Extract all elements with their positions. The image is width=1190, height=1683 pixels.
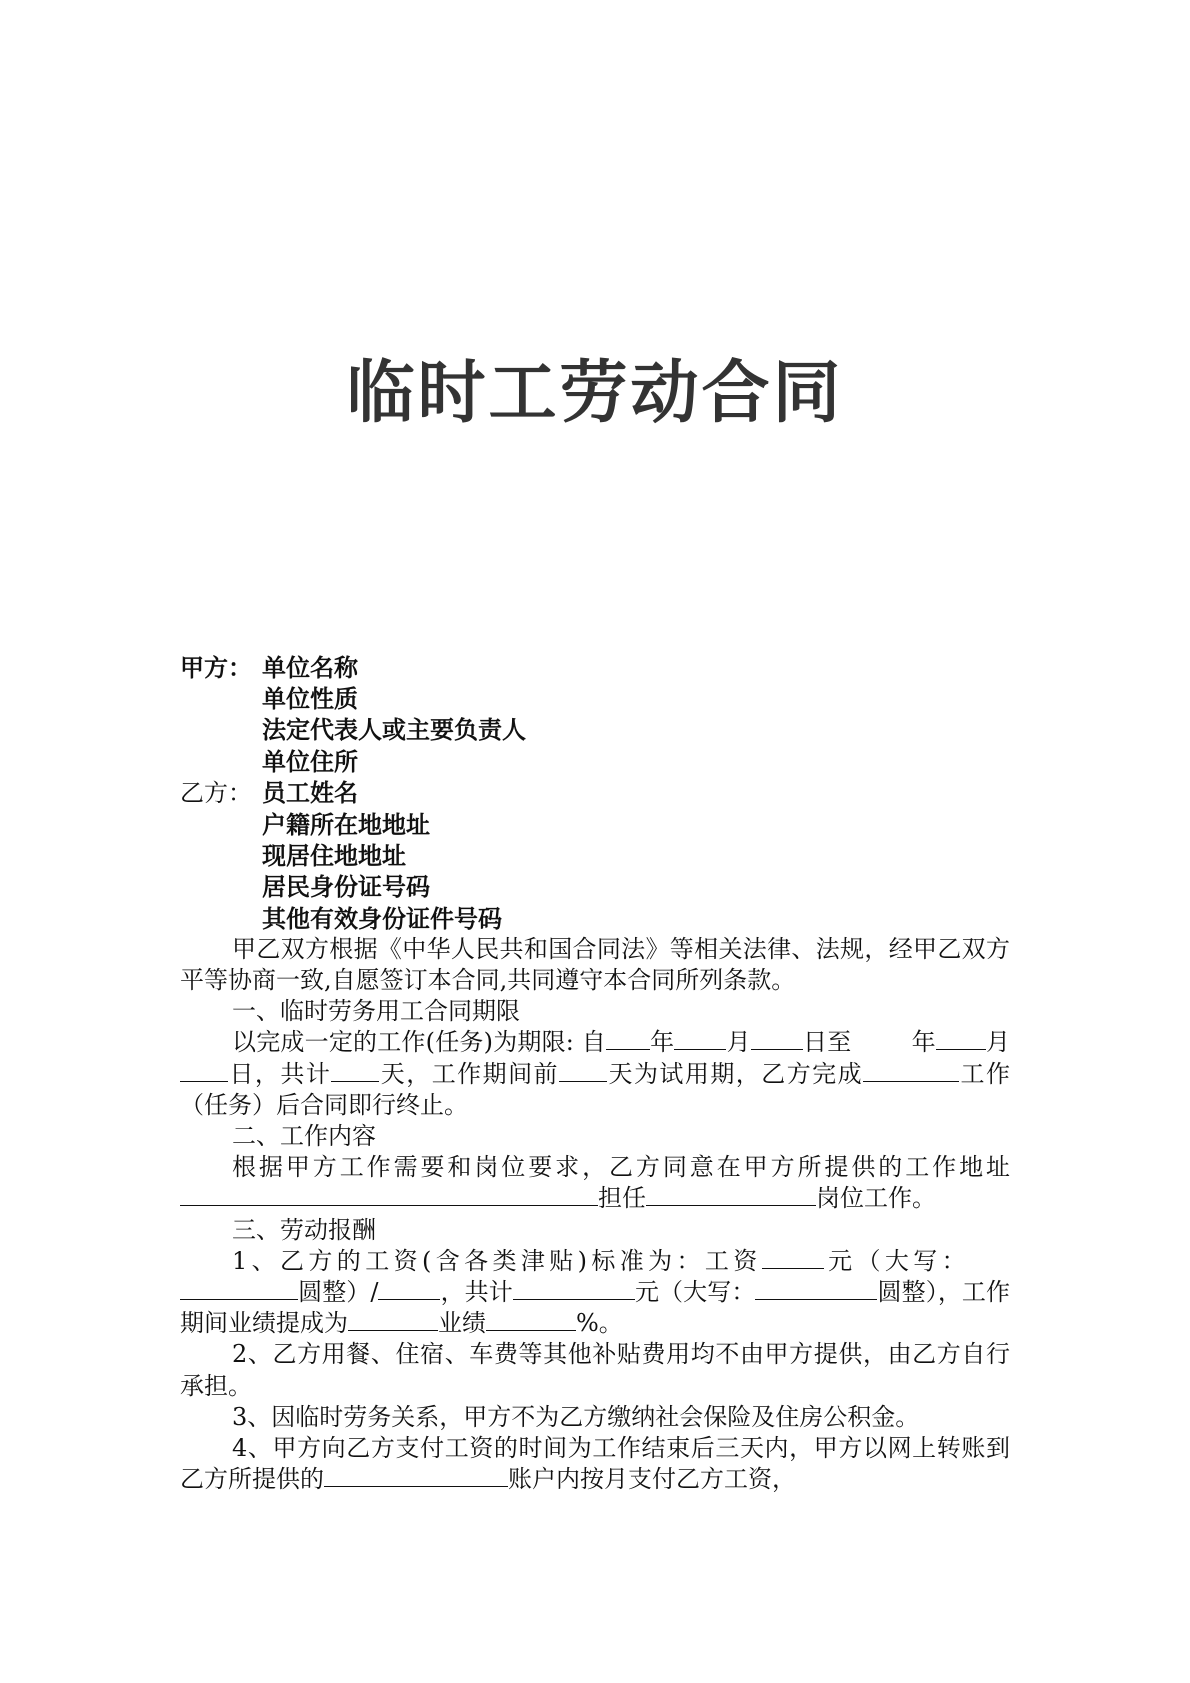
section-3-item-2: 2、乙方用餐、住宿、车费等其他补贴费用均不由甲方提供，由乙方自行承担。 <box>180 1340 1010 1400</box>
party-a-field-name: 单位名称 <box>262 653 358 682</box>
start-month-blank[interactable] <box>674 1029 726 1050</box>
pay-text-d: ，共计 <box>440 1278 513 1307</box>
section-1-heading: 一、临时劳务用工合同期限 <box>232 997 520 1026</box>
bank-account-blank[interactable] <box>324 1466 508 1487</box>
term-year: 年 <box>649 1028 675 1057</box>
pay-text-f: 圆整），工作期间业绩提成为 <box>180 1278 1011 1338</box>
work-text-a: 根据甲方工作需要和岗位要求，乙方同意在甲方所提供的工作地址 <box>232 1153 1010 1182</box>
section-2-paragraph <box>180 1152 1010 1214</box>
intro-paragraph: 甲乙双方根据《中华人民共和国合同法》等相关法律、法规，经甲乙双方平等协商一致,自愿签订本合同,共同遵守本合同所列条款。 <box>180 934 1010 995</box>
work-address-blank[interactable] <box>180 1185 598 1206</box>
term-day-to: 日至 <box>802 1028 852 1057</box>
term-year2: 年 <box>911 1028 936 1057</box>
end-month-blank[interactable] <box>180 1061 228 1082</box>
party-b-field-id-number: 居民身份证号码 <box>262 872 430 902</box>
party-a-field-representative: 法定代表人或主要负责人 <box>262 715 526 745</box>
start-year-blank[interactable] <box>606 1029 650 1050</box>
payment-text-a: 4、甲方向乙方支付工资的时间为工作结束后三天内，甲方以网上转账到乙方所提供的 <box>180 1434 1010 1494</box>
party-b-field-residence: 现居住地地址 <box>262 841 406 871</box>
term-text-a: 以完成一定的工作(任务)为期限: 自 <box>232 1028 606 1057</box>
total-capital-blank[interactable] <box>755 1279 877 1300</box>
probation-days-blank[interactable] <box>559 1061 607 1082</box>
pay-text-h: %。 <box>576 1309 623 1338</box>
party-a-line <box>180 652 1010 683</box>
term-day2: 日，共计 <box>228 1059 332 1088</box>
contract-body <box>180 652 1010 1495</box>
section-1-term-paragraph <box>180 1027 1010 1121</box>
work-text-b: 担任 <box>598 1184 646 1213</box>
party-a-label: 甲方： <box>180 653 252 682</box>
term-month2: 月 <box>985 1028 1011 1057</box>
section-3-item-3: 3、因临时劳务关系，甲方不为乙方缴纳社会保险及住房公积金。 <box>232 1402 920 1431</box>
party-a-field-nature: 单位性质 <box>262 684 358 714</box>
end-year-blank[interactable] <box>936 1029 986 1050</box>
section-2-heading: 二、工作内容 <box>232 1122 376 1151</box>
party-b-field-other-id: 其他有效身份证件号码 <box>262 903 502 933</box>
party-b-field-name: 员工姓名 <box>262 777 358 807</box>
pay-text-e: 元（大写： <box>634 1278 756 1307</box>
work-task-blank[interactable] <box>863 1061 959 1082</box>
section-3-item-4 <box>180 1433 1010 1495</box>
pay-text-c: 圆整）/ <box>298 1278 379 1307</box>
wage-amount-blank[interactable] <box>762 1248 824 1269</box>
wage-capital-blank[interactable] <box>180 1279 298 1300</box>
term-days: 天，工作期间前 <box>379 1059 560 1088</box>
party-b-label: 乙方： <box>180 778 252 807</box>
term-month: 月 <box>726 1028 751 1057</box>
party-a-field-address: 单位住所 <box>262 746 358 776</box>
total-amount-blank[interactable] <box>513 1279 635 1300</box>
start-day-blank[interactable] <box>751 1029 803 1050</box>
section-3-item-1 <box>180 1246 1010 1340</box>
position-blank[interactable] <box>646 1185 816 1206</box>
payment-text-b: 账户内按月支付乙方工资， <box>508 1465 796 1494</box>
party-b-field-household: 户籍所在地地址 <box>262 810 430 840</box>
work-text-c: 岗位工作。 <box>816 1184 936 1213</box>
commission-rate-blank[interactable] <box>486 1310 576 1331</box>
pay-text-a: 1、乙方的工资(含各类津贴)标准为：工资 <box>232 1246 762 1275</box>
wage-unit-blank[interactable] <box>378 1279 440 1300</box>
term-probation: 天为试用期，乙方完成 <box>607 1059 864 1088</box>
commission-blank[interactable] <box>348 1310 438 1331</box>
contract-title: 临时工劳动合同 <box>346 354 844 433</box>
pay-text-b: 元（大写： <box>823 1246 970 1275</box>
term-end: 工作（任务）后合同即行终止。 <box>180 1059 1011 1119</box>
party-b-line <box>180 777 1010 809</box>
total-days-blank[interactable] <box>331 1061 379 1082</box>
section-3-heading: 三、劳动报酬 <box>232 1215 376 1244</box>
pay-text-g: 业绩 <box>438 1309 486 1338</box>
